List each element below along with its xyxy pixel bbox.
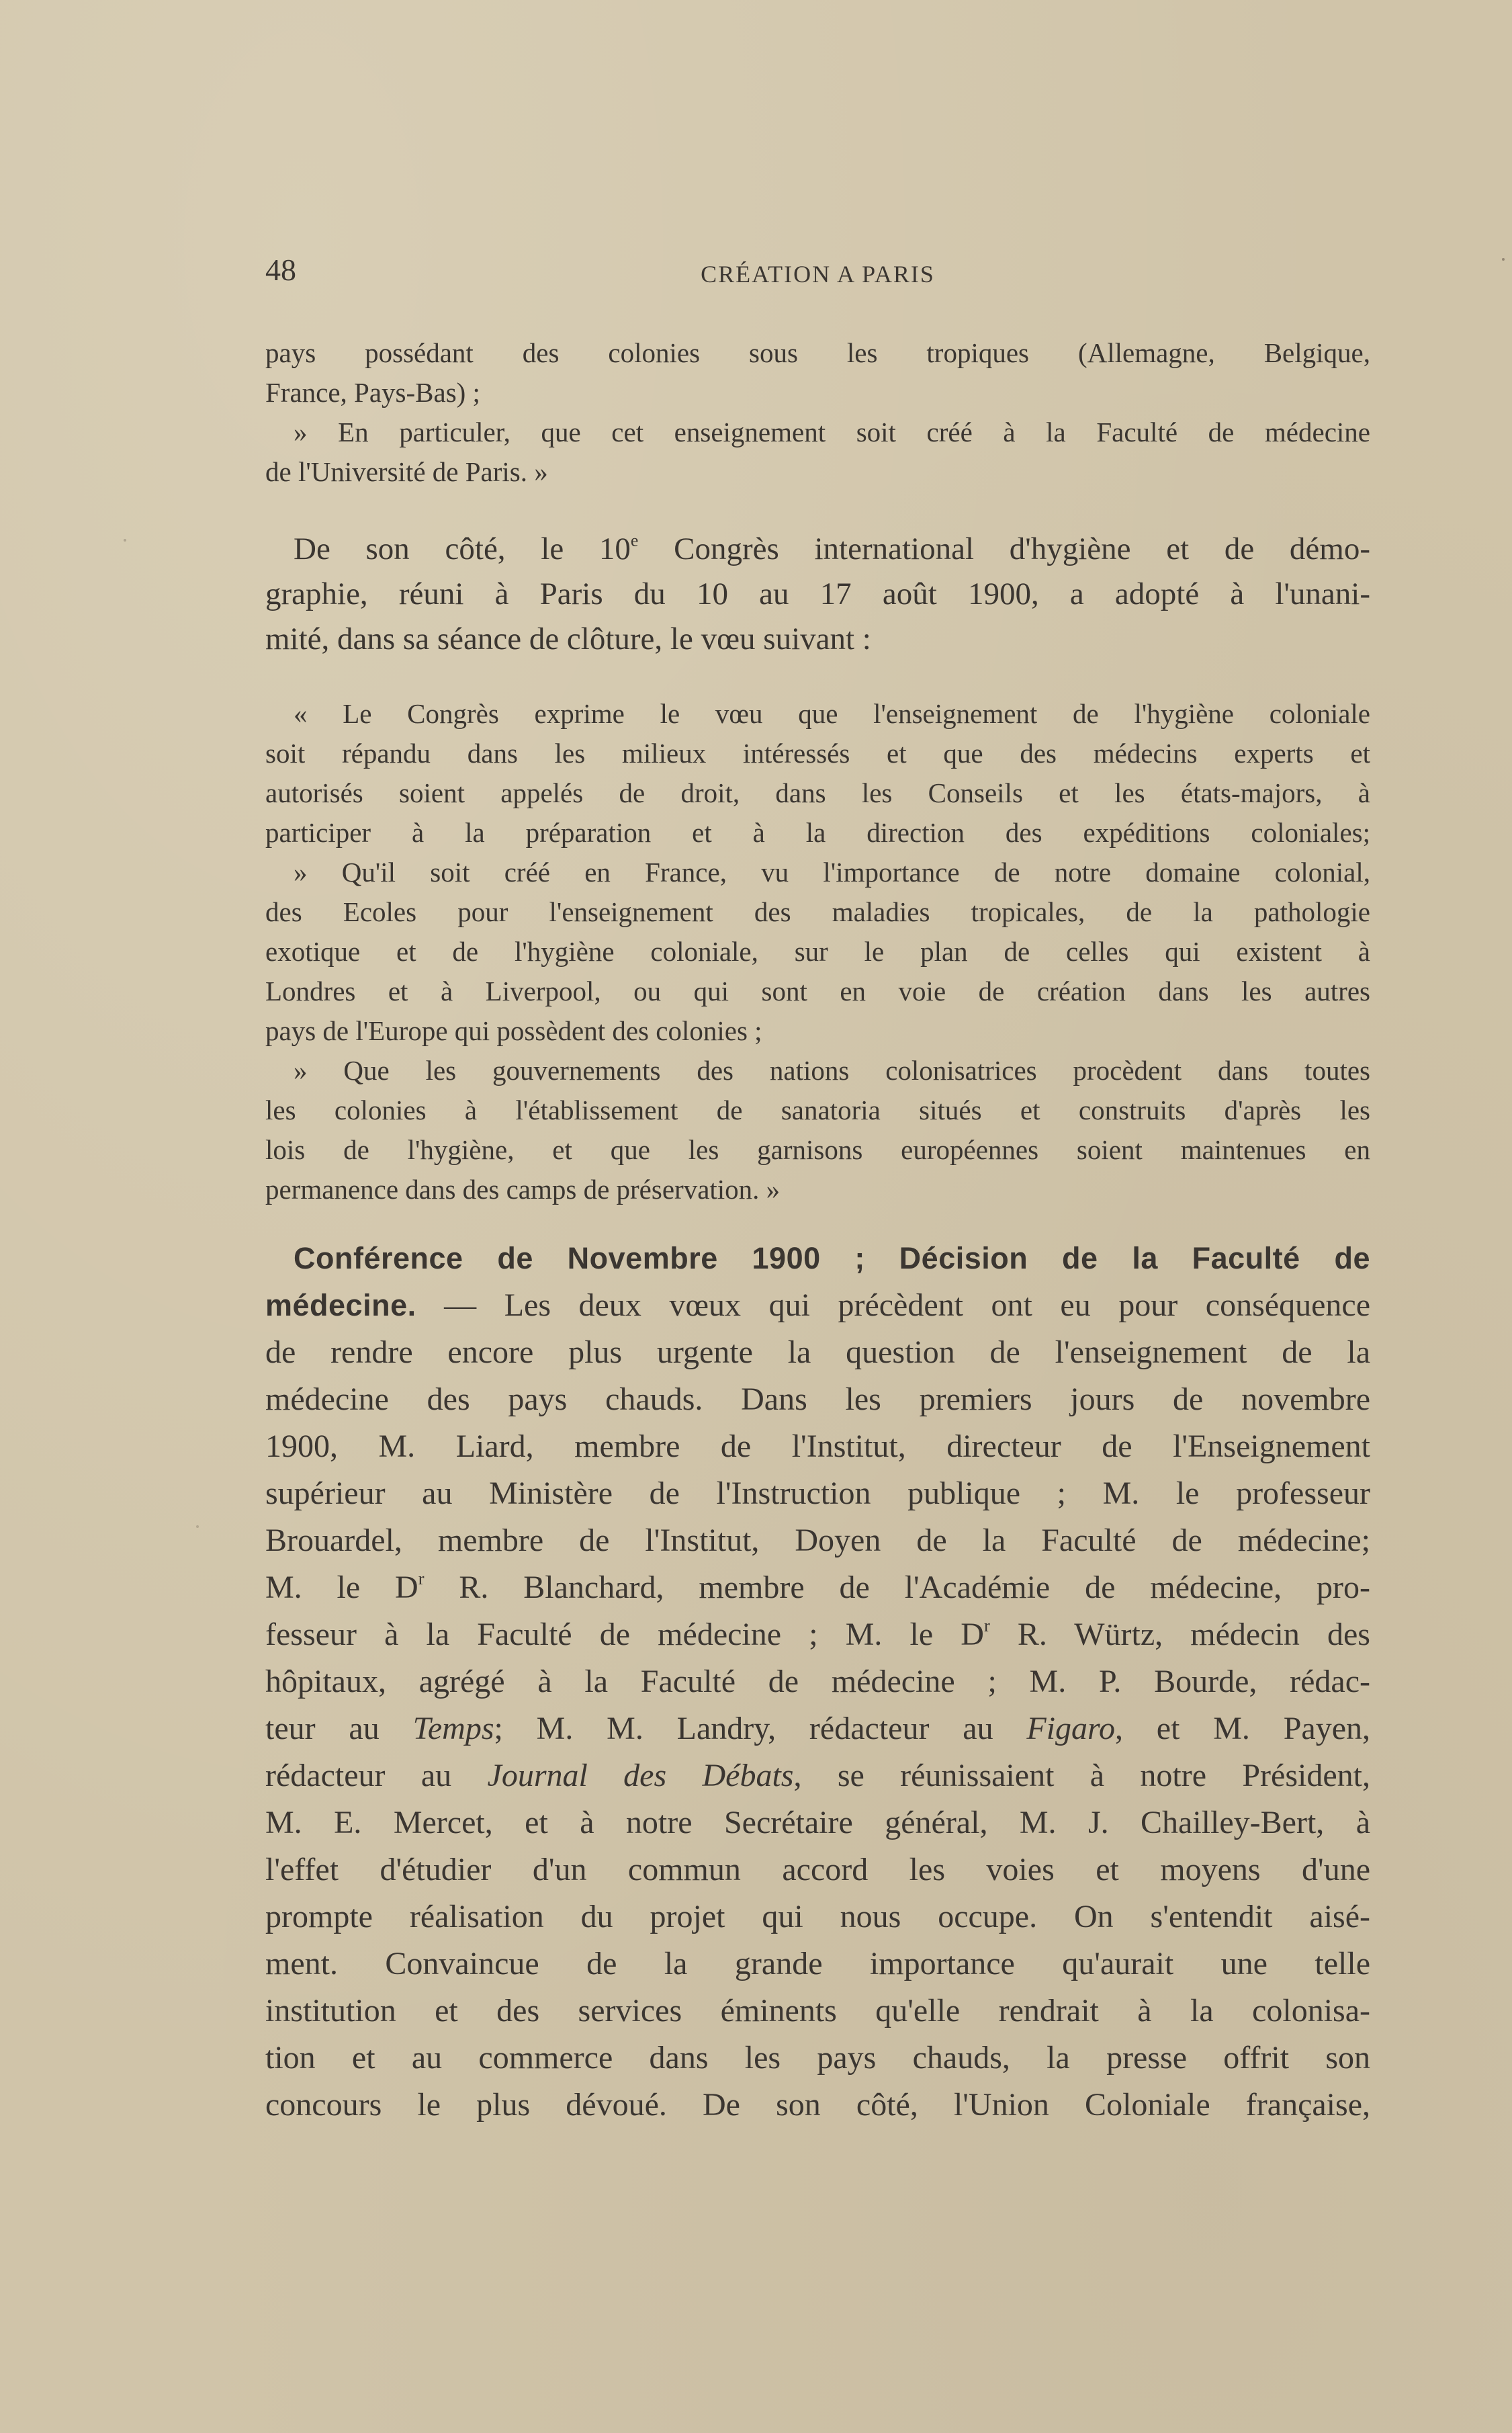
text-run: — Les deux vœux qui précèdent ont eu pour conséquence [416, 1287, 1370, 1323]
text-line [265, 527, 1370, 572]
text-line: France, Pays-Bas) ; [265, 377, 480, 408]
text-run: fesseur à la Faculté de médecine ; M. le D [265, 1617, 984, 1652]
text-line: participer à la préparation et à la direction des expéditions coloniales; [265, 817, 1370, 848]
text-run: , et M. Payen, [1114, 1711, 1371, 1746]
text-line: ment. Convaincue de la grande importance qu'aurait une telle [265, 1946, 1370, 1981]
text-line: 1900, M. Liard, membre de l'Institut, directeur de l'Enseignement [265, 1428, 1370, 1464]
text-run: R. Blanchard, membre de l'Académie de médecine, pro- [424, 1570, 1370, 1605]
text-line: graphie, réuni à Paris du 10 au 17 août 1900, a adopté à l'unani- [265, 577, 1370, 611]
paper-speck [196, 1525, 199, 1528]
text-run: teur au [265, 1711, 413, 1746]
text-run: ; M. M. Landry, rédacteur au [494, 1711, 1027, 1746]
text-line: l'effet d'étudier d'un commun accord les voies et moyens d'une [265, 1852, 1370, 1887]
heading-text: Conférence de Novembre 1900 ; Décision de la Faculté de [294, 1241, 1370, 1275]
text-run: , se réunissaient à notre Président, [793, 1758, 1370, 1793]
text-run: De son côté, le 10 [294, 531, 631, 566]
superscript: r [418, 1568, 425, 1589]
newspaper-title: Temps [412, 1711, 494, 1746]
text-line: concours le plus dévoué. De son côté, l'Union Coloniale française, [265, 2087, 1370, 2123]
quoted-resolution [265, 694, 1370, 1209]
text-line [265, 1705, 1370, 1752]
text-line: » Que les gouvernements des nations colonisatrices procèdent dans toutes [294, 1055, 1370, 1086]
text-line: des Ecoles pour l'enseignement des maladies tropicales, de la pathologie [265, 896, 1370, 927]
text-line: « Le Congrès exprime le vœu que l'enseignement de l'hygiène coloniale [294, 698, 1370, 729]
text-line [265, 1564, 1370, 1611]
text-line: Brouardel, membre de l'Institut, Doyen de la Faculté de médecine; [265, 1523, 1370, 1558]
text-line: supérieur au Ministère de l'Instruction publique ; M. le professeur [265, 1476, 1370, 1511]
text-line: mité, dans sa séance de clôture, le vœu suivant : [265, 622, 871, 656]
text-line: les colonies à l'établissement de sanatoria situés et construits d'après les [265, 1095, 1370, 1125]
text-line: prompte réalisation du projet qui nous occupe. On s'entendit aisé- [265, 1899, 1370, 1934]
text-line: hôpitaux, agrégé à la Faculté de médecine ; M. P. Bourde, rédac- [265, 1664, 1370, 1699]
text-line: permanence dans des camps de préservation. » [265, 1174, 781, 1205]
newspaper-title: Journal des Débats [487, 1758, 794, 1793]
text-line: autorisés soient appelés de droit, dans les Conseils et les états-majors, à [265, 777, 1370, 808]
text-line: pays possédant des colonies sous les tropiques (Allemagne, Belgique, [265, 337, 1370, 368]
text-run: M. le D [265, 1570, 418, 1605]
text-line: tion et au commerce dans les pays chauds, la presse offrit son [265, 2040, 1370, 2076]
text-line: de l'Université de Paris. » [265, 456, 548, 487]
text-line [265, 1282, 1370, 1329]
text-run: R. Würtz, médecin des [989, 1617, 1370, 1652]
heading-text: médecine. [265, 1288, 416, 1322]
paper-speck [124, 539, 126, 542]
text-line: M. E. Mercet, et à notre Secrétaire général, M. J. Chailley-Bert, à [265, 1805, 1370, 1840]
paper-speck [1502, 258, 1505, 261]
text-line: de rendre encore plus urgente la question de l'enseignement de la [265, 1334, 1370, 1370]
text-line: » Qu'il soit créé en France, vu l'importance de notre domaine colonial, [294, 857, 1370, 888]
text-line: lois de l'hygiène, et que les garnisons européennes soient maintenues en [265, 1134, 1370, 1165]
superscript: r [983, 1615, 990, 1636]
superscript: e [630, 530, 639, 550]
text-line [265, 1752, 1370, 1799]
newspaper-title: Figaro [1026, 1711, 1115, 1746]
running-title: CRÉATION A PARIS [701, 261, 935, 288]
text-line: exotique et de l'hygiène coloniale, sur le plan de celles qui existent à [265, 936, 1370, 967]
running-head [265, 250, 1370, 290]
text-line: institution et des services éminents qu'elle rendrait à la colonisa- [265, 1993, 1370, 2029]
text-line: » En particuler, que cet enseignement soit créé à la Faculté de médecine [294, 417, 1370, 447]
text-line: pays de l'Europe qui possèdent des colonies ; [265, 1015, 762, 1046]
paragraph-continuation [265, 333, 1370, 492]
text-line: médecine des pays chauds. Dans les premiers jours de novembre [265, 1381, 1370, 1417]
section-heading [265, 1235, 1370, 1282]
page-number: 48 [265, 253, 296, 287]
text-line: Londres et à Liverpool, ou qui sont en voie de création dans les autres [265, 976, 1370, 1007]
text-run: Congrès international d'hygiène et de démo- [638, 531, 1370, 566]
text-run: rédacteur au [265, 1758, 488, 1793]
text-line [265, 1611, 1370, 1658]
text-line: soit répandu dans les milieux intéressés et que des médecins experts et [265, 738, 1370, 769]
section-conference [265, 1235, 1370, 2129]
paragraph-congres [265, 527, 1370, 662]
